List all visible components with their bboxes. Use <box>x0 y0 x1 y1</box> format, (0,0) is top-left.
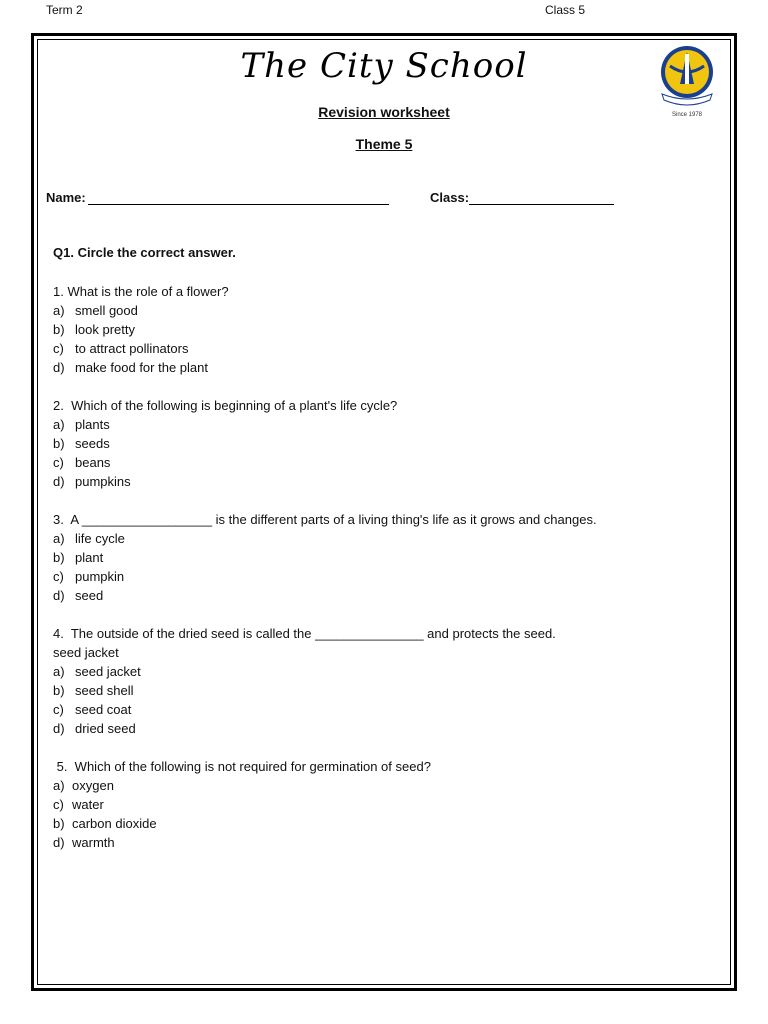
option[interactable]: d) seed <box>53 588 104 603</box>
option[interactable]: b) plant <box>53 550 104 565</box>
option[interactable]: c) to attract pollinators <box>53 341 189 356</box>
worksheet-title: Revision worksheet <box>318 104 450 120</box>
option[interactable]: b) carbon dioxide <box>53 816 157 831</box>
option[interactable]: c) pumpkin <box>53 569 125 584</box>
school-logo <box>656 44 718 120</box>
option[interactable]: c) water <box>53 797 104 812</box>
question-extra: seed jacket <box>53 645 119 660</box>
section-heading: Q1. Circle the correct answer. <box>53 245 236 260</box>
question-5 <box>53 757 431 852</box>
logo-since-text: Since 1978 <box>671 112 703 118</box>
option[interactable]: a) smell good <box>53 303 138 318</box>
question-3 <box>53 510 597 605</box>
question-stem: 5. Which of the following is not required for germination of seed? <box>53 759 431 774</box>
option[interactable]: d) pumpkins <box>53 474 131 489</box>
term-label: Term 2 <box>46 3 83 17</box>
question-stem: 2. Which of the following is beginning of a plant's life cycle? <box>53 398 398 413</box>
option[interactable]: a) oxygen <box>53 778 114 793</box>
question-4 <box>53 624 556 738</box>
name-field[interactable] <box>88 204 389 205</box>
question-stem: 4. The outside of the dried seed is called the _______________ and protects the seed. <box>53 626 556 641</box>
school-title: The City School <box>240 46 528 86</box>
option[interactable]: d) make food for the plant <box>53 360 208 375</box>
class-field[interactable] <box>469 204 614 205</box>
option[interactable]: b) seed shell <box>53 683 134 698</box>
class-label: Class: <box>430 190 470 205</box>
class-grade-label: Class 5 <box>545 3 586 17</box>
option[interactable]: a) life cycle <box>53 531 125 546</box>
option[interactable]: b) look pretty <box>53 322 135 337</box>
question-1 <box>53 282 229 377</box>
question-2 <box>53 396 397 491</box>
name-label: Name: <box>46 190 86 205</box>
option[interactable]: b) seeds <box>53 436 110 451</box>
question-stem: 1. What is the role of a flower? <box>53 284 229 299</box>
question-stem: 3. A __________________ is the different parts of a living thing's life as it grows and changes. <box>53 512 597 527</box>
option[interactable]: a) seed jacket <box>53 664 141 679</box>
option[interactable]: c) seed coat <box>53 702 132 717</box>
option[interactable]: d) dried seed <box>53 721 136 736</box>
theme-title: Theme 5 <box>355 136 413 152</box>
option[interactable]: d) warmth <box>53 835 115 850</box>
option[interactable]: a) plants <box>53 417 110 432</box>
option[interactable]: c) beans <box>53 455 111 470</box>
